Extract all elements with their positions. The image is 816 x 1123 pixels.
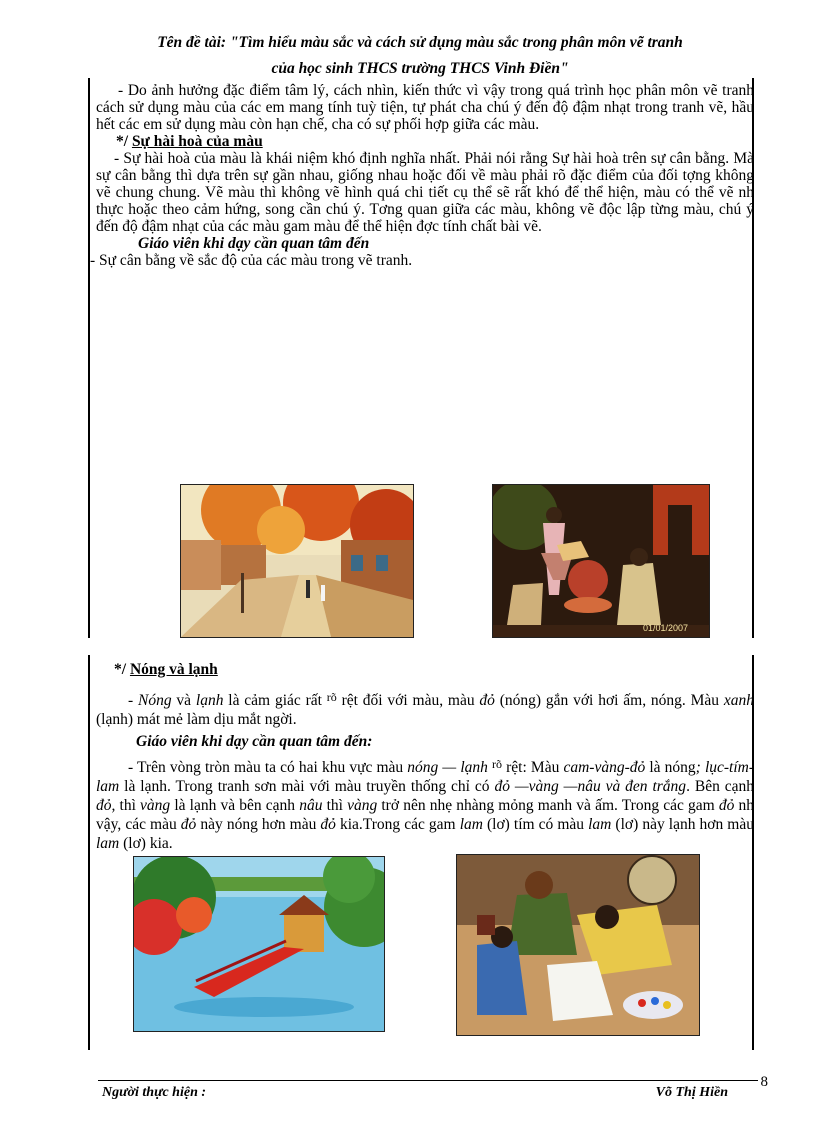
title-line-1: Tên đề tài: "Tìm hiểu màu sắc và cách sử dụng màu sắc trong phân môn vẽ tranh — [157, 34, 683, 51]
heading-text: Sự hài hoà của màu — [131, 133, 263, 150]
document-title — [60, 30, 780, 82]
author-label: Người thực hiện : — [102, 1085, 207, 1100]
paragraph-color-wheel: - Trên vòng tròn màu ta có hai khu vực màu nóng — lạnh $^{rõ}$ rệt: Màu cam-vàng-đỏ là nóng; lục-tím-lam là lạnh. Trong tranh sơn mài với màu truyền thống chỉ có đỏ —vàng —nâu và đen trắng. Bên cạnh đỏ, thì vàng là lạnh và bên cạnh nâu thì vàng trở nên nhẹ nhàng mỏng manh và ấm. Trong các gam đỏ nh vậy, các màu đỏ này nóng hơn màu đỏ kia.Trong các gam lam (lơ) tím có màu lam (lơ) này lạnh hơn màu lam (lơ) kia. — [96, 757, 755, 852]
painting-street-autumn — [180, 484, 414, 638]
paragraph-intro: - Do ảnh hưởng đặc điểm tâm lý, cách nhìn, kiến thức vì vậy trong quá trình học phân môn vẽ tranh cách sử dụng màu của các em mang tính tuỳ tiện, tự phát cha chú ý đến độ đậm nhạt trong tranh vẽ, hầu hết các em sử dụng màu còn hạn chế, cha có sự phối hợp giữa các màu. — [96, 82, 754, 133]
title-line-2: của học sinh THCS trường THCS Vinh Điền" — [271, 60, 569, 77]
painting-children-drawing — [456, 854, 700, 1036]
left-border-bottom — [88, 655, 90, 1050]
painting-market-lacquer — [492, 484, 710, 638]
heading-prefix: */ — [116, 133, 129, 150]
painting-huc-bridge — [133, 856, 385, 1032]
section-warm-cool — [96, 660, 754, 853]
paragraph-warm-cool: - Nóng và lạnh là cảm giác rất $^{rõ}$ rệt đối với màu, màu đỏ (nóng) gắn với hơi ấm, nóng. Màu xanh (lạnh) mát mẻ làm dịu mắt ngời. — [96, 690, 755, 728]
heading-warm-cool — [96, 660, 754, 680]
section-harmony — [90, 82, 754, 269]
photo-date-stamp: 01/01/2007 — [643, 623, 689, 633]
left-border-top — [88, 78, 90, 638]
paragraph-balance: - Sự cân bằng về sắc độ của các màu trong vẽ tranh. — [90, 252, 413, 269]
heading-text-2: Nóng và lạnh — [129, 661, 218, 678]
paragraph-harmony: - Sự hài hoà của màu là khái niệm khó định nghĩa nhất. Phải nói rằng Sự hài hoà trên sự cân bằng. Mà sự cân bằng thì dựa trên sự gần nhau, giống nhau hoặc đối về màu phải rõ đặc điểm của đối tợng không vẽ chung chung. Vẽ màu thì không vẽ hình quá chi tiết cụ thể sẽ rất khó để thể hiện, màu có thể vẽ nh thực hoặc theo cảm hứng, song cần chú ý. Tơng quan giữa các màu, không vẽ độc lập từng màu, chú ý đến độ đậm nhạt của các màu gam màu để thể hiện đợc tính chất bài vẽ. — [96, 150, 754, 235]
teacher-note-2: Giáo viên khi dạy cần quan tâm đến: — [136, 733, 373, 750]
heading-harmony — [96, 133, 754, 150]
page-number: 8 — [760, 1074, 768, 1090]
heading-prefix-2: */ — [114, 661, 127, 678]
teacher-note-1: Giáo viên khi dạy cần quan tâm đến — [138, 235, 370, 252]
author-name: Võ Thị Hiền — [655, 1085, 728, 1100]
page-footer — [98, 1080, 758, 1100]
